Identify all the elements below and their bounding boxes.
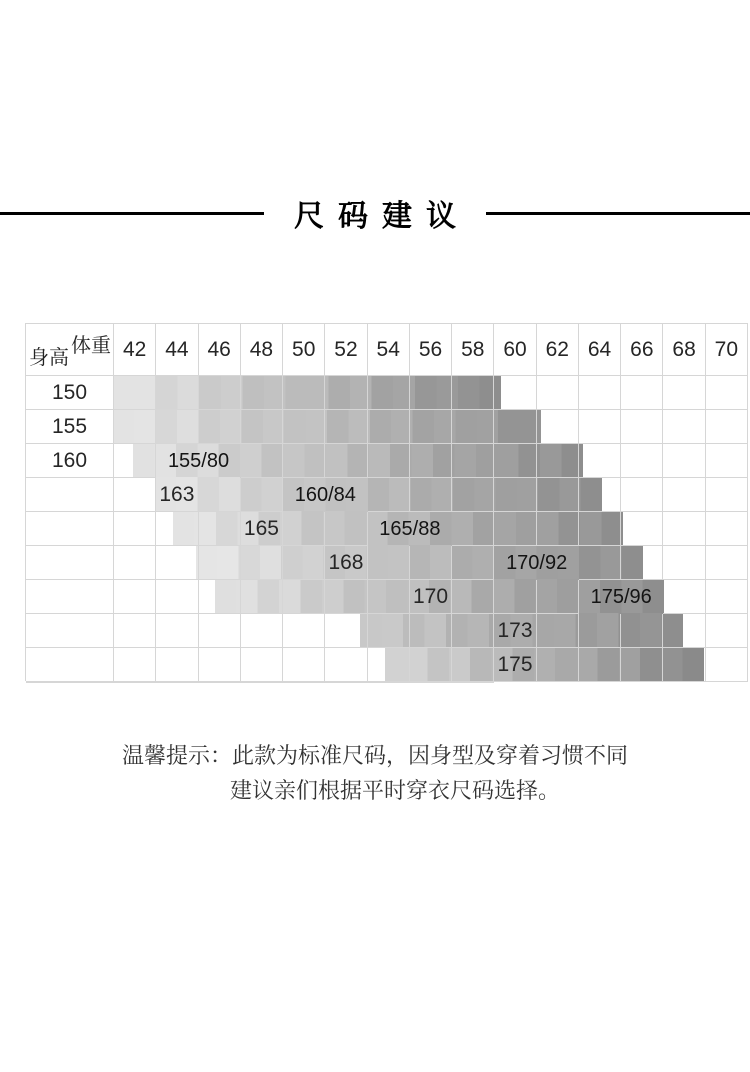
size-cell	[452, 648, 494, 682]
size-cell	[325, 614, 367, 648]
size-cell	[706, 614, 748, 648]
height-row-header: 170	[410, 580, 452, 614]
size-cell	[537, 376, 579, 410]
size-cell	[494, 478, 536, 512]
size-cell	[537, 580, 579, 614]
size-cell	[156, 580, 198, 614]
size-cell	[199, 682, 241, 683]
size-cell	[114, 580, 156, 614]
size-cell	[114, 410, 156, 444]
size-cell	[283, 376, 325, 410]
size-cell	[663, 444, 705, 478]
size-cell	[706, 648, 748, 682]
weight-col-header: 44	[156, 324, 198, 376]
weight-axis-label: 体重	[71, 335, 111, 357]
size-cell	[156, 376, 198, 410]
size-cell	[26, 682, 114, 683]
size-cell	[410, 444, 452, 478]
size-cell	[579, 410, 621, 444]
size-cell	[621, 512, 663, 546]
size-cell	[114, 648, 156, 682]
size-cell	[452, 546, 494, 580]
height-row-header: 160	[26, 444, 114, 478]
height-row-header: 163	[156, 478, 198, 512]
size-cell	[706, 376, 748, 410]
size-cell	[452, 410, 494, 444]
size-cell	[26, 512, 114, 546]
weight-col-header: 52	[325, 324, 367, 376]
height-row-header: 175	[494, 648, 536, 682]
height-row-header: 150	[26, 376, 114, 410]
weight-col-header: 48	[241, 324, 283, 376]
size-cell	[368, 682, 410, 683]
size-cell	[199, 614, 241, 648]
size-cell	[325, 648, 367, 682]
size-cell	[199, 512, 241, 546]
section-title-row	[0, 192, 750, 234]
size-label: 155/80	[167, 449, 230, 472]
size-cell	[706, 410, 748, 444]
size-cell	[114, 478, 156, 512]
height-row-header: 173	[494, 614, 536, 648]
size-cell	[325, 376, 367, 410]
weight-col-header: 54	[368, 324, 410, 376]
size-chart-page	[0, 192, 750, 1072]
page-title: 尺码建议	[294, 200, 470, 233]
size-cell	[410, 376, 452, 410]
size-table	[25, 323, 748, 681]
size-cell	[621, 410, 663, 444]
size-cell	[663, 546, 705, 580]
weight-col-header: 70	[706, 324, 748, 376]
size-label: 175/96	[590, 585, 652, 608]
size-cell	[579, 546, 621, 580]
size-cell	[663, 410, 705, 444]
weight-col-header: 56	[410, 324, 452, 376]
size-cell	[241, 376, 283, 410]
size-cell	[663, 614, 705, 648]
title-right-rule	[486, 212, 750, 215]
size-cell	[368, 410, 410, 444]
size-cell	[621, 376, 663, 410]
size-cell	[579, 512, 621, 546]
size-cell	[663, 478, 705, 512]
corner-cell	[26, 324, 114, 376]
weight-col-header: 58	[452, 324, 494, 376]
height-axis-label: 身高	[29, 347, 69, 369]
size-cell	[663, 376, 705, 410]
size-cell	[283, 648, 325, 682]
size-cell	[494, 580, 536, 614]
size-cell	[368, 546, 410, 580]
size-cell	[283, 580, 325, 614]
size-cell	[494, 410, 536, 444]
size-cell	[452, 512, 494, 546]
size-cell	[368, 614, 410, 648]
size-cell	[621, 546, 663, 580]
size-cell	[537, 512, 579, 546]
size-cell	[114, 512, 156, 546]
size-cell	[494, 512, 536, 546]
size-cell	[156, 512, 198, 546]
size-cell	[452, 444, 494, 478]
size-cell	[156, 648, 198, 682]
height-row-header: 155	[26, 410, 114, 444]
size-cell	[26, 614, 114, 648]
size-cell	[410, 478, 452, 512]
weight-col-header: 68	[663, 324, 705, 376]
size-cell	[241, 546, 283, 580]
size-cell	[663, 512, 705, 546]
size-grid	[25, 323, 748, 681]
size-cell	[26, 478, 114, 512]
size-cell	[199, 410, 241, 444]
weight-col-header: 60	[494, 324, 536, 376]
footer-line2: 建议亲们根据平时穿衣尺码选择。	[229, 778, 560, 803]
size-cell	[579, 376, 621, 410]
size-cell	[241, 410, 283, 444]
size-cell	[156, 410, 198, 444]
size-cell	[156, 546, 198, 580]
size-cell	[621, 478, 663, 512]
size-cell	[410, 648, 452, 682]
size-cell	[199, 546, 241, 580]
size-cell	[706, 546, 748, 580]
size-cell	[325, 682, 367, 683]
size-cell	[199, 376, 241, 410]
size-cell	[26, 580, 114, 614]
size-cell	[452, 580, 494, 614]
size-cell	[537, 478, 579, 512]
size-cell	[368, 580, 410, 614]
size-cell	[537, 444, 579, 478]
size-cell	[156, 682, 198, 683]
size-cell	[26, 546, 114, 580]
size-cell	[452, 478, 494, 512]
size-cell	[241, 478, 283, 512]
size-cell	[579, 648, 621, 682]
size-cell	[325, 580, 367, 614]
size-cell	[368, 444, 410, 478]
size-cell	[579, 614, 621, 648]
size-cell	[537, 410, 579, 444]
size-cell	[156, 614, 198, 648]
height-row-header: 168	[325, 546, 367, 580]
size-cell	[537, 614, 579, 648]
size-cell	[241, 444, 283, 478]
size-cell	[452, 614, 494, 648]
size-cell	[410, 614, 452, 648]
footer-note	[0, 738, 750, 808]
size-cell	[283, 512, 325, 546]
size-cell	[241, 682, 283, 683]
footer-line1: 温馨提示：此款为标准尺码，因身型及穿着习惯不同	[121, 743, 628, 768]
size-cell	[706, 580, 748, 614]
weight-col-header: 50	[283, 324, 325, 376]
weight-col-header: 62	[537, 324, 579, 376]
size-cell	[452, 376, 494, 410]
size-cell	[283, 682, 325, 683]
size-cell	[621, 614, 663, 648]
size-cell	[410, 410, 452, 444]
size-cell	[241, 614, 283, 648]
size-cell	[663, 648, 705, 682]
size-cell	[199, 648, 241, 682]
size-cell	[579, 444, 621, 478]
size-cell	[579, 478, 621, 512]
size-cell	[114, 682, 156, 683]
size-cell	[114, 376, 156, 410]
size-cell	[368, 648, 410, 682]
size-label: 170/92	[506, 551, 568, 574]
weight-col-header: 46	[199, 324, 241, 376]
height-row-header: 165	[241, 512, 283, 546]
size-cell	[114, 444, 156, 478]
title-left-rule	[0, 212, 264, 215]
size-cell	[410, 682, 452, 683]
size-cell	[241, 648, 283, 682]
size-cell	[114, 546, 156, 580]
size-cell	[199, 478, 241, 512]
size-cell	[199, 580, 241, 614]
size-cell	[26, 648, 114, 682]
size-cell	[325, 512, 367, 546]
weight-col-header: 64	[579, 324, 621, 376]
size-cell	[241, 580, 283, 614]
size-cell	[283, 444, 325, 478]
weight-col-header: 66	[621, 324, 663, 376]
size-cell	[114, 614, 156, 648]
size-cell	[494, 444, 536, 478]
size-cell	[325, 410, 367, 444]
size-cell	[537, 648, 579, 682]
size-label: 160/84	[294, 483, 356, 506]
size-cell	[325, 444, 367, 478]
size-cell	[706, 512, 748, 546]
size-cell	[621, 648, 663, 682]
size-cell	[452, 682, 494, 683]
size-cell	[283, 614, 325, 648]
size-cell	[706, 444, 748, 478]
size-cell	[663, 580, 705, 614]
size-cell	[621, 444, 663, 478]
size-label: 165/88	[379, 517, 441, 540]
size-cell	[706, 478, 748, 512]
size-cell	[410, 546, 452, 580]
size-cell	[368, 478, 410, 512]
weight-col-header: 42	[114, 324, 156, 376]
size-cell	[368, 376, 410, 410]
size-cell	[283, 546, 325, 580]
size-cell	[494, 376, 536, 410]
size-cell	[283, 410, 325, 444]
